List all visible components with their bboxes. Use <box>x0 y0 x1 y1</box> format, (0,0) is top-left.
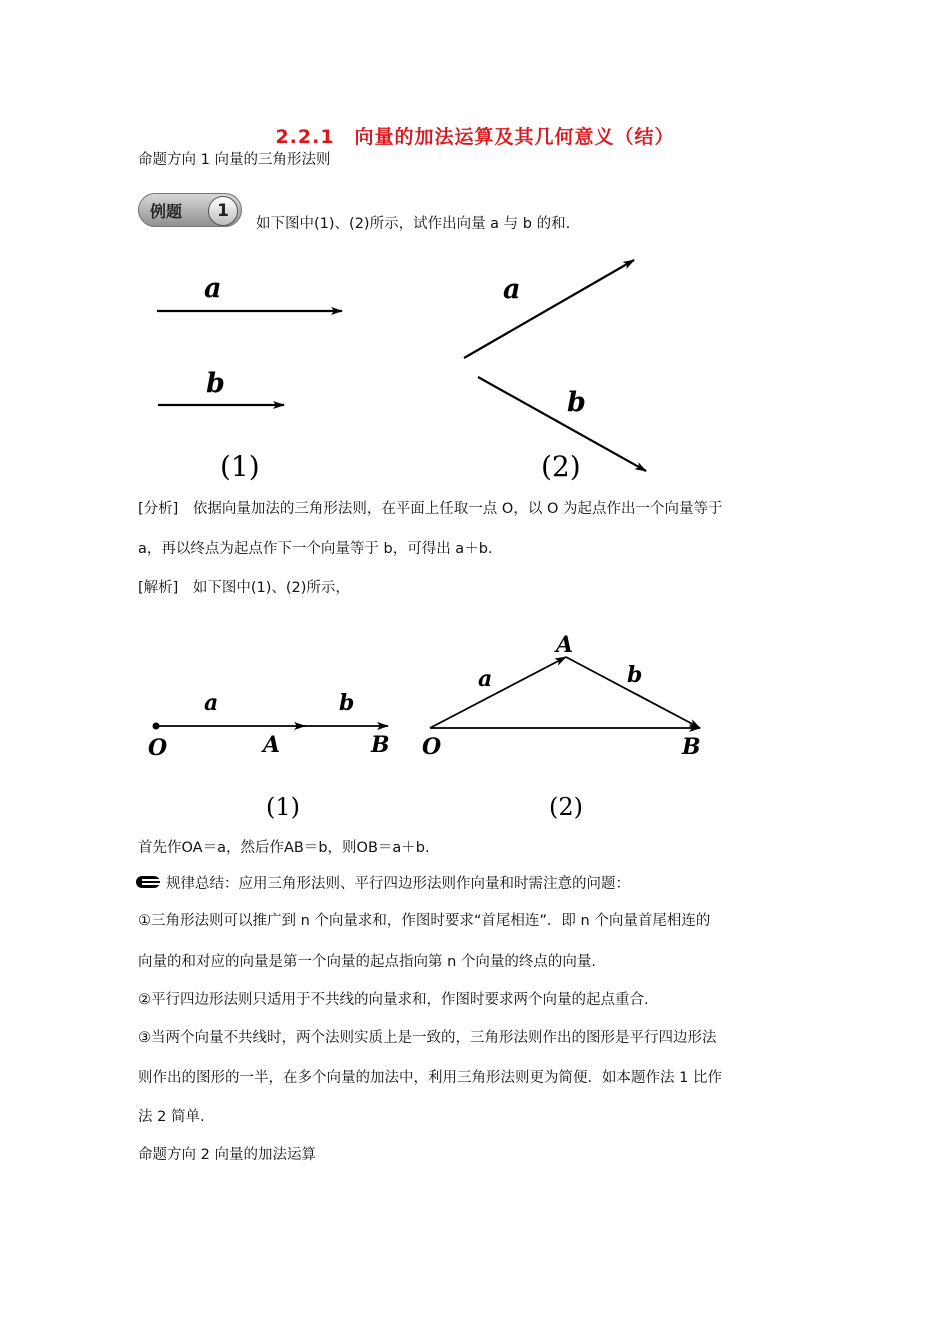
fig2-label-b: b <box>567 387 586 418</box>
given-vectors-figure <box>0 240 950 490</box>
sum2-point-A: A <box>556 632 574 658</box>
analysis-line-2: a，再以终点为起点作下一个向量等于 b，可得出 a＋b. <box>138 541 493 557</box>
section-heading-1: 命题方向 1 向量的三角形法则 <box>138 152 331 168</box>
fig1-caption-1: (1) <box>220 450 260 483</box>
sum2-label-a: a <box>478 666 493 692</box>
sum2-point-O: O <box>422 734 442 760</box>
fig1-caption-2: (2) <box>541 450 581 483</box>
sum1-point-O: O <box>148 735 168 761</box>
sum1-point-B: B <box>371 732 390 758</box>
sum-caption-1: (1) <box>266 793 300 821</box>
section-heading-2: 命题方向 2 向量的加法运算 <box>138 1147 316 1163</box>
summary-item-3-line-3: 法 2 简单. <box>138 1109 205 1125</box>
sum1-point-A: A <box>263 732 281 758</box>
example-badge <box>138 193 242 227</box>
summary-item-3-line-1: ③当两个向量不共线时，两个法则实质上是一致的，三角形法则作出的图形是平行四边形法 <box>138 1030 717 1046</box>
example-question: 如下图中(1)、(2)所示，试作出向量 a 与 b 的和. <box>256 216 571 232</box>
summary-item-1-line-2: 向量的和对应的向量是第一个向量的起点指向第 n 个向量的终点的向量. <box>138 954 597 970</box>
analysis-line-1: [分析] 依据向量加法的三角形法则，在平面上任取一点 O，以 O 为起点作出一个向量等于 <box>138 501 723 517</box>
fig1-label-b: b <box>206 368 225 399</box>
summary-icon <box>136 874 166 890</box>
sum-caption-2: (2) <box>549 793 583 821</box>
sum2-label-b: b <box>627 662 643 688</box>
conclusion-text: 首先作OA＝a，然后作AB＝b，则OB＝a＋b. <box>138 840 430 856</box>
fig1-label-a: a <box>204 273 222 304</box>
summary-heading: 规律总结：应用三角形法则、平行四边形法则作向量和时需注意的问题： <box>166 876 630 892</box>
example-badge-number: 1 <box>208 196 238 226</box>
summary-item-2: ②平行四边形法则只适用于不共线的向量求和，作图时要求两个向量的起点重合. <box>138 992 649 1008</box>
summary-item-3-line-2: 则作出的图形的一半，在多个向量的加法中，利用三角形法则更为简便．如本题作法 1 比作 <box>138 1070 722 1086</box>
summary-item-1-line-1: ①三角形法则可以推广到 n 个向量求和，作图时要求“首尾相连”．即 n 个向量首尾相连的 <box>138 913 711 929</box>
example-badge-label: 例题 <box>150 202 183 221</box>
page-title: 2.2.1 向量的加法运算及其几何意义（结） <box>275 126 675 148</box>
solution-intro: [解析] 如下图中(1)、(2)所示， <box>138 580 350 596</box>
fig2-label-a: a <box>503 274 521 305</box>
sum1-label-a: a <box>204 690 219 716</box>
sum2-vector-OA <box>430 657 566 728</box>
vector-sum-figure <box>0 620 950 830</box>
sum2-point-B: B <box>682 734 701 760</box>
fig2-vector-a-arrow <box>464 260 634 358</box>
sum1-label-b: b <box>339 690 355 716</box>
